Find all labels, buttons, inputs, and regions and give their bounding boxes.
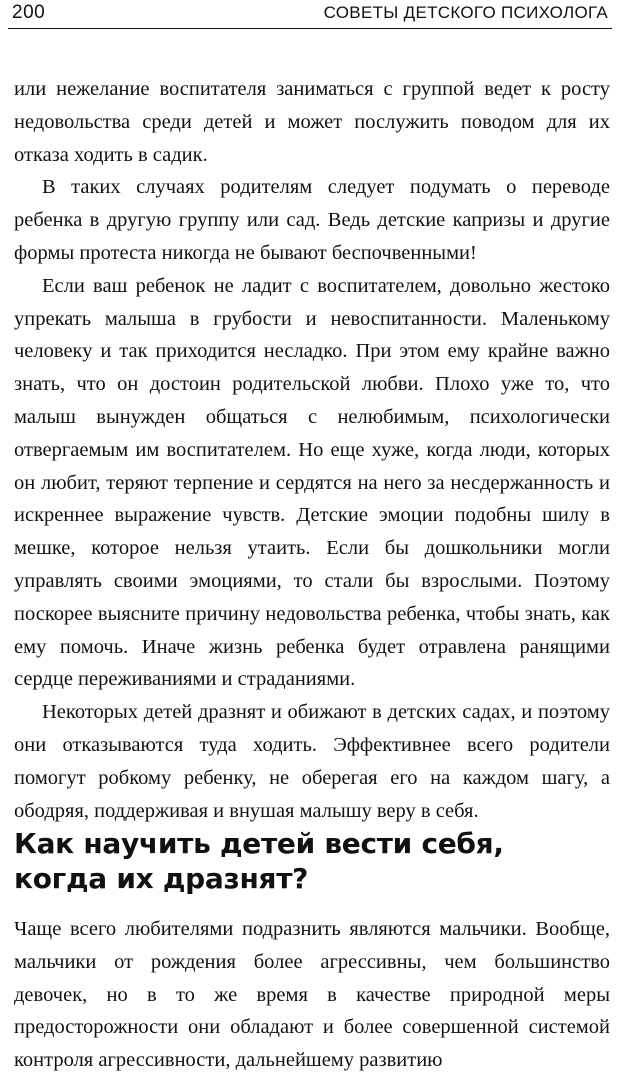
section-body-text <box>14 913 610 1077</box>
paragraph: В таких случаях родителям следует подумать о переводе ребенка в другую группу или сад. Ведь детские капризы и другие формы протеста никогда не бывают беспочвенными! <box>14 176 610 264</box>
page-number: 200 <box>12 2 46 23</box>
paragraph-continued: или нежелание воспитателя заниматься с группой ведет к росту недовольства среди детей и может послужить поводом для их отказа ходить в садик. <box>14 78 610 166</box>
paragraph: Чаще всего любителями подразнить являются мальчики. Вообще, мальчики от рождения более агрессивны, чем большинство девочек, но в то же время в качестве природной меры предосторожности они обладают и более совершенной системой контроля агрессивности, дальнейшему развитию <box>14 918 610 1072</box>
section-heading-line: когда их дразнят? <box>14 862 309 895</box>
running-title: СОВЕТЫ ДЕТСКОГО ПСИХОЛОГА <box>323 3 608 22</box>
section-heading <box>14 826 574 896</box>
paragraph: Если ваш ребенок не ладит с воспитателем, довольно жестоко упрекать малыша в грубости и невоспитанности. Маленькому человеку и так приходится несладко. При этом ему крайне важно знать, что он достоин родительской любви. Плохо уже то, что малыш вынужден общаться с нелюбимым, психологически отвергаемым им воспитателем. Но еще хуже, когда люди, которых он любит, теряют терпение и сердятся на него за несдержанность и искреннее выражение чувств. Детские эмоции подобны шилу в мешке, которое нельзя утаить. Если бы дошкольники могли управлять своими эмоциями, то стали бы взрослыми. Поэтому поскорее выясните причину недовольства ребенка, чтобы знать, как ему помочь. Иначе жизнь ребенка будет отравлена ранящими сердце переживаниями и страданиями. <box>14 274 610 691</box>
section-heading-line: Как научить детей вести себя, <box>14 827 504 860</box>
paragraph: Некоторых детей дразнят и обижают в детских садах, и поэтому они отказываются туда ходить. Эффективнее всего родители помогут робкому ребенку, не оберегая его на каждом шагу, а ободряя, поддерживая и внушая малышу веру в себя. <box>14 701 610 822</box>
body-text <box>14 73 610 827</box>
running-header <box>8 0 612 29</box>
